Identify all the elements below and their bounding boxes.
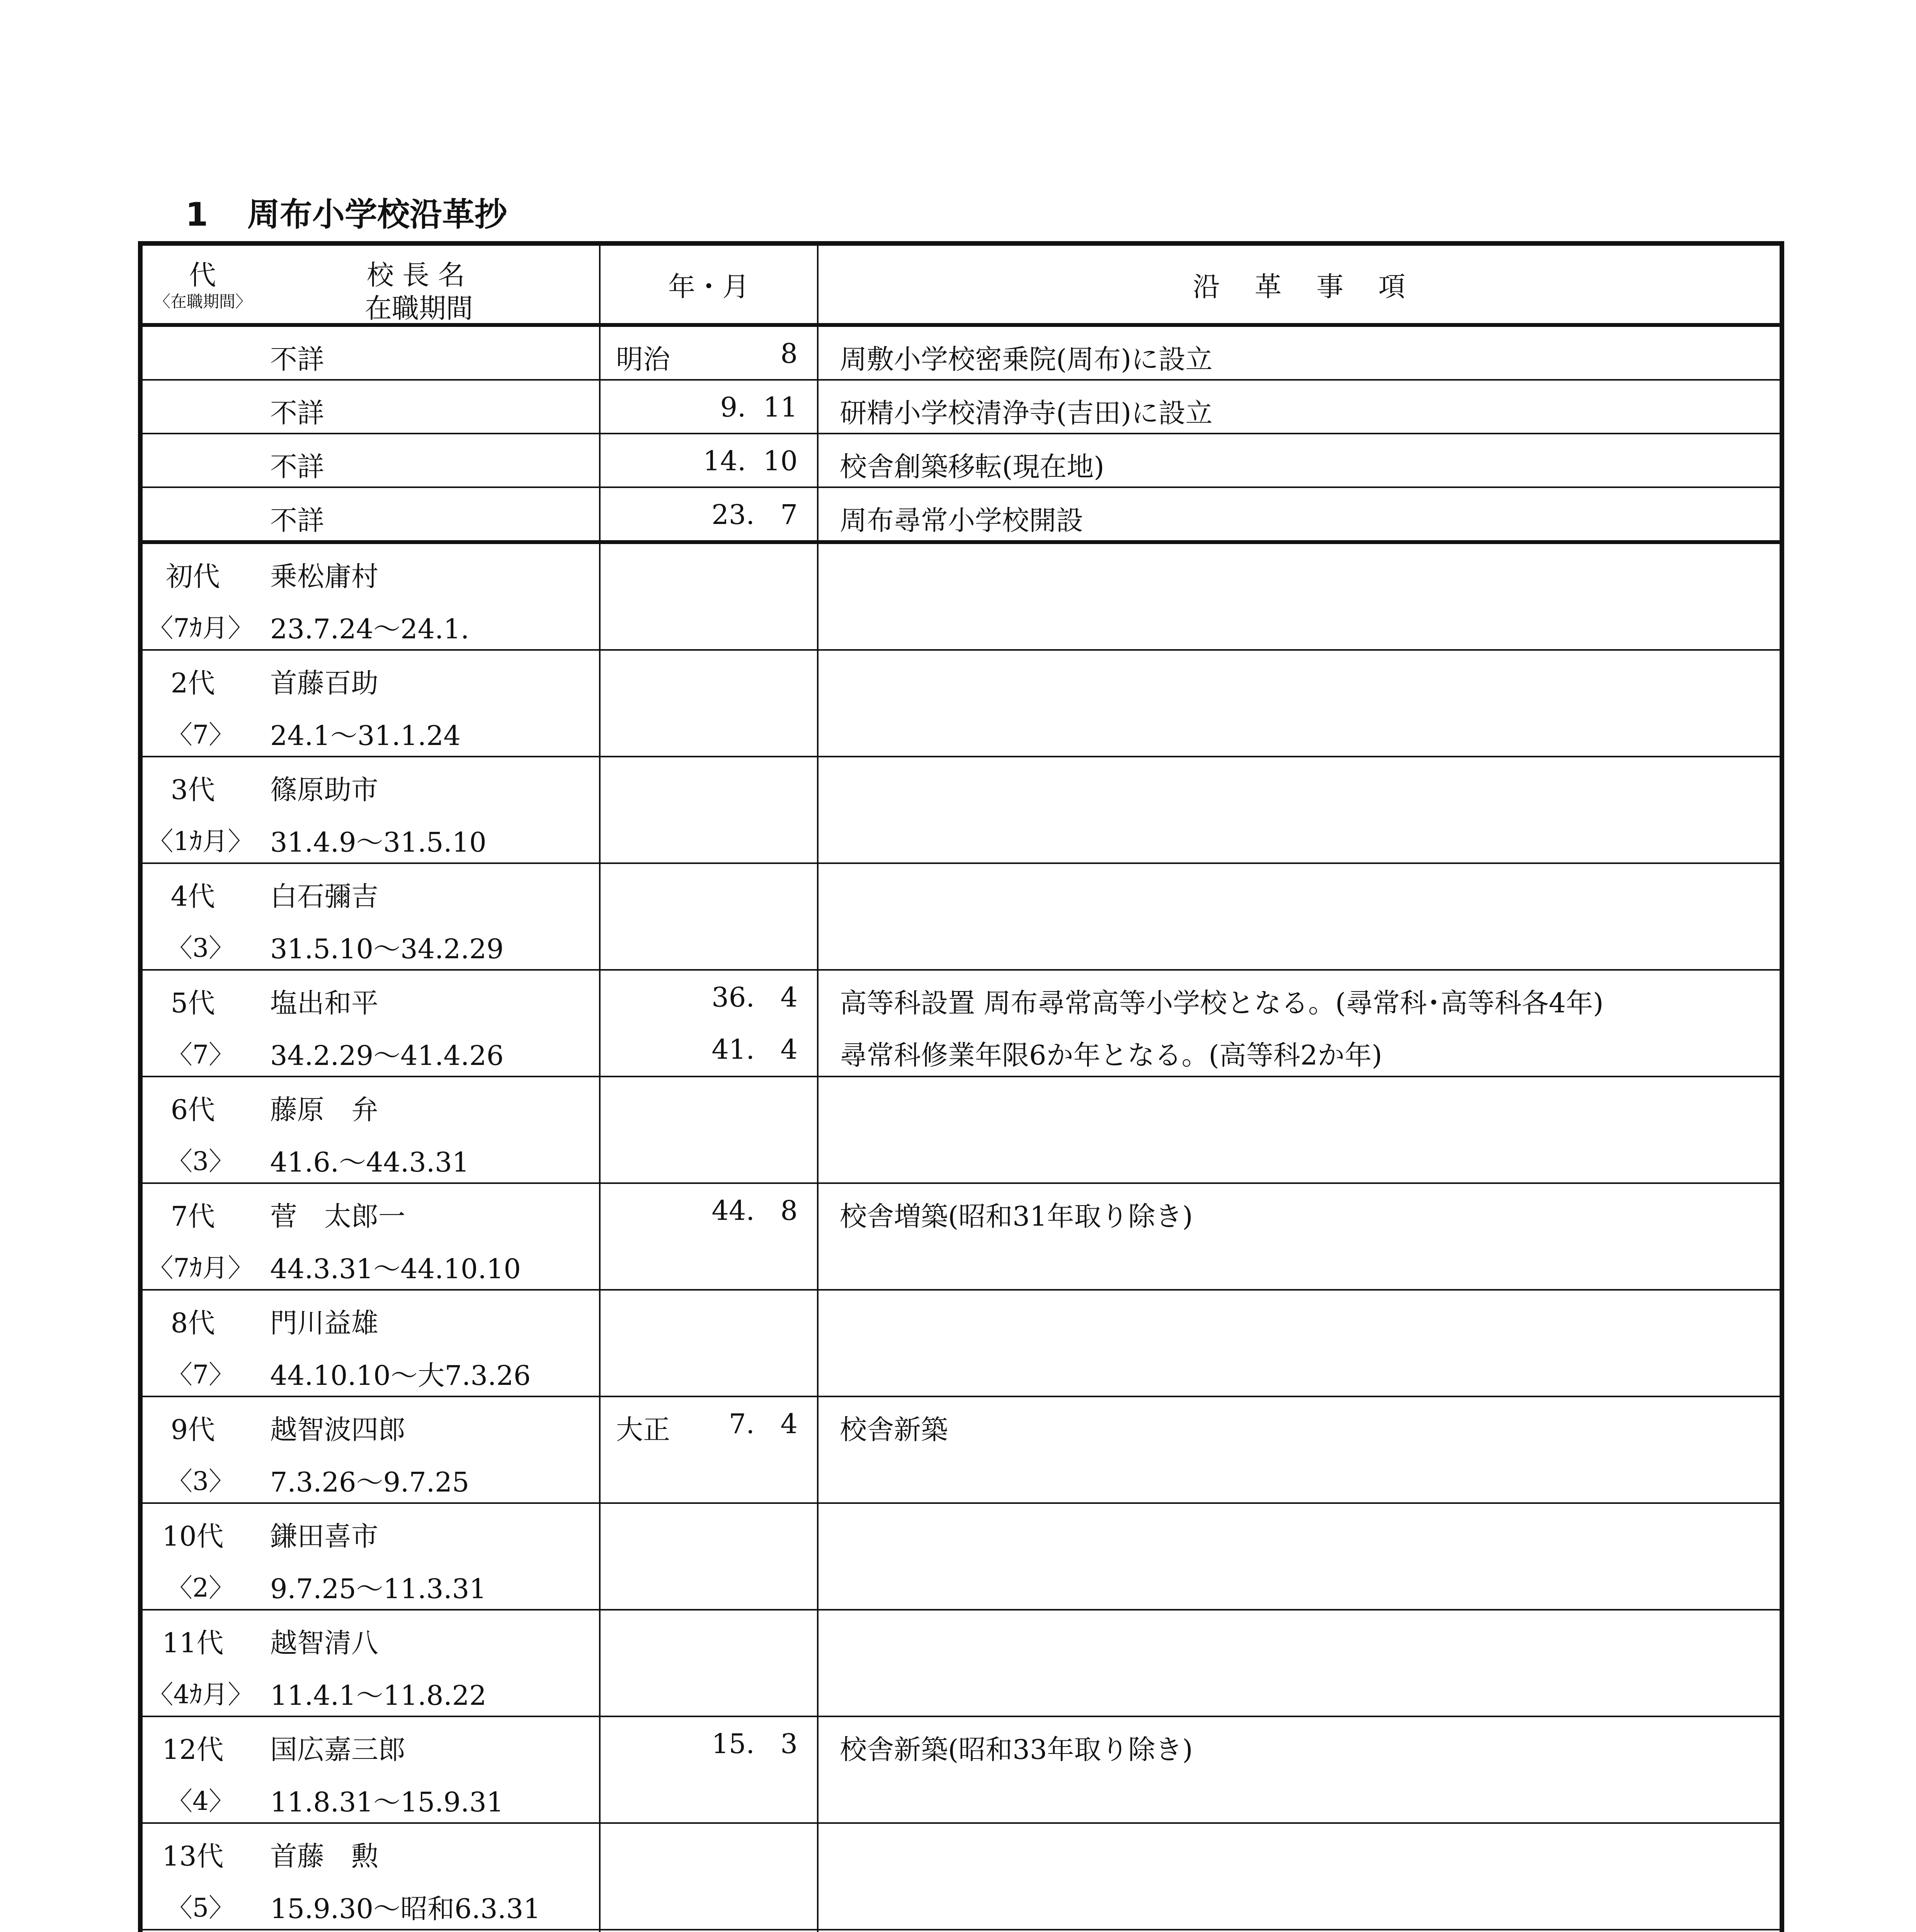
table-row [140,650,1782,757]
year-month-cell [600,1610,818,1716]
tenure-duration: 〈7〉 [167,1040,234,1070]
principal-rank: 13代 [162,1840,224,1872]
header-events: 沿革事項 [1193,270,1440,303]
event-text: 校舎増築(昭和31年取り除き) [840,1201,1193,1232]
table-row [140,1716,1782,1823]
section-title [185,189,507,235]
event-cell [818,325,1782,380]
year-month: 36. 4 [711,981,798,1013]
header-principal-cell [140,243,600,325]
principal-cell [140,1290,600,1396]
principal-name: 不詳 [270,505,324,536]
year-month: 44. 8 [711,1195,798,1226]
era: 明治 [616,344,670,375]
header-year-month: 年・月 [668,270,749,303]
event-cell [818,487,1782,542]
tenure-period: 31.4.9〜31.5.10 [270,827,487,858]
year-month-cell [600,542,818,650]
principal-name: 首藤 勲 [270,1840,378,1872]
event-text: 研精小学校清浄寺(吉田)に設立 [840,397,1213,429]
event-cell [818,1183,1782,1290]
table-row [140,757,1782,863]
table-row [140,1610,1782,1716]
principal-cell [140,970,600,1077]
principal-name: 国広嘉三郎 [270,1734,405,1765]
early-rows [140,325,1782,542]
tenure-period: 24.1〜31.1.24 [270,720,461,752]
principal-rank: 初代 [166,561,220,592]
principal-cell [140,863,600,970]
principal-cell [140,757,600,863]
principal-rank: 2代 [170,667,215,699]
table-row [140,1930,1782,1932]
tenure-duration: 〈3〉 [167,1466,234,1496]
event-text: 校舎新築 [840,1414,948,1446]
table-row [140,1077,1782,1183]
year-month-cell [600,1716,818,1823]
tenure-duration: 〈2〉 [167,1573,234,1603]
principal-name: 藤原 弁 [270,1094,378,1126]
tenure-period: 11.4.1〜11.8.22 [270,1680,487,1711]
tenure-period: 31.5.10〜34.2.29 [270,933,504,965]
event-text: 周布尋常小学校開設 [840,505,1083,536]
table-row [140,487,1782,542]
tenure-period: 15.9.30〜昭和6.3.31 [270,1893,541,1925]
principal-rank: 4代 [170,881,215,912]
header-principal-name: 校長名 [367,259,473,291]
tenure-period: 41.6.〜44.3.31 [270,1146,470,1178]
tenure-period: 11.8.31〜15.9.31 [270,1786,504,1818]
history-table [138,241,1784,1932]
table-row [140,542,1782,650]
principal-cell [140,380,600,434]
table-row [140,1823,1782,1930]
principal-cell [140,542,600,650]
principal-name: 乗松庸村 [270,561,378,592]
tenure-duration: 〈5〉 [167,1893,234,1923]
event-cell [818,650,1782,757]
table-row [140,380,1782,434]
year-month-cell [600,1290,818,1396]
event-text: 校舎創築移転(現在地) [840,451,1104,483]
year-month: 14. 10 [703,445,798,477]
principal-rank: 9代 [170,1414,215,1446]
table-row [140,325,1782,380]
table-row [140,434,1782,487]
principal-cell [140,1823,600,1930]
event-cell [818,542,1782,650]
event-cell [818,1716,1782,1823]
tenure-duration: 〈7〉 [167,1360,234,1389]
principal-cell [140,1396,600,1503]
event-cell [818,1503,1782,1610]
principal-rank: 8代 [170,1307,215,1339]
event-cell [818,1823,1782,1930]
year-month-cell [600,434,818,487]
principal-name: 越智清八 [270,1627,378,1659]
tenure-period: 23.7.24〜24.1. [270,613,470,645]
principal-name: 不詳 [270,344,324,375]
principal-cell [140,325,600,380]
tenure-period: 9.7.25〜11.3.31 [270,1573,487,1605]
principal-rows [140,542,1782,1932]
principal-name: 越智波四郎 [270,1414,405,1446]
tenure-duration: 〈3〉 [167,933,234,963]
principal-rank: 10代 [162,1520,224,1552]
event-cell [818,1930,1782,1932]
principal-rank: 5代 [170,987,215,1019]
section-title-text: 周布小学校沿革抄 [247,196,507,233]
tenure-duration: 〈7ｶ月〉 [148,613,254,643]
year-month-cell [600,650,818,757]
principal-name: 白石彌吉 [270,881,378,912]
principal-name: 菅 太郎一 [270,1201,405,1232]
year-month-cell [600,1183,818,1290]
principal-rank: 6代 [170,1094,215,1126]
year-month-cell [600,1503,818,1610]
principal-name: 塩出和平 [270,987,378,1019]
principal-cell [140,1930,600,1932]
principal-rank: 7代 [170,1201,215,1232]
table-row [140,863,1782,970]
tenure-duration: 〈1ｶ月〉 [148,827,254,856]
event-text: 校舎新築(昭和33年取り除き) [840,1734,1193,1765]
tenure-period: 7.3.26〜9.7.25 [270,1466,470,1498]
event-cell [818,1396,1782,1503]
year-month: 15. 3 [711,1728,798,1760]
header-tenure-note: 〈在職期間〉 [154,292,252,311]
event-cell [818,1077,1782,1183]
header-events-cell [818,243,1782,325]
principal-cell [140,1183,600,1290]
table-row [140,1503,1782,1610]
event-text: 周敷小学校密乗院(周布)に設立 [840,344,1213,375]
table-row [140,1183,1782,1290]
event-cell [818,863,1782,970]
year-month-cell [600,380,818,434]
principal-name: 門川益雄 [270,1307,378,1339]
table-row [140,1396,1782,1503]
year-month-cell [600,863,818,970]
year-month: 9. 11 [720,391,798,423]
principal-cell [140,650,600,757]
tenure-duration: 〈7ｶ月〉 [148,1253,254,1283]
event-cell [818,1290,1782,1396]
event-text: 尋常科修業年限6か年となる。(高等科2か年) [840,1039,1382,1071]
principal-rank: 11代 [162,1627,224,1659]
principal-cell [140,1610,600,1716]
year-month-cell [600,1396,818,1503]
principal-name: 篠原助市 [270,774,378,806]
event-cell [818,434,1782,487]
year-month-cell [600,1077,818,1183]
principal-cell [140,1077,600,1183]
principal-cell [140,1716,600,1823]
event-cell [818,1610,1782,1716]
tenure-duration: 〈4〉 [167,1786,234,1816]
year-month-cell [600,487,818,542]
year-month-cell [600,1823,818,1930]
year-month: 23. 7 [711,499,798,531]
era: 大正 [616,1414,670,1446]
event-text: 高等科設置 周布尋常高等小学校となる。(尋常科･高等科各4年) [840,987,1604,1019]
principal-cell [140,434,600,487]
year-month: 41. 4 [711,1034,798,1065]
principal-rank: 12代 [162,1734,224,1765]
tenure-period: 44.3.31〜44.10.10 [270,1253,521,1285]
year-month-cell [600,1930,818,1932]
tenure-duration: 〈4ｶ月〉 [148,1680,254,1709]
header-dai: 代 [189,259,216,291]
event-cell [818,757,1782,863]
event-cell [818,970,1782,1077]
principal-name: 鎌田喜市 [270,1520,378,1552]
table-row [140,970,1782,1077]
principal-rank: 3代 [170,774,215,806]
table-header-row [140,243,1782,325]
principal-cell [140,1503,600,1610]
section-number: 1 [185,196,208,233]
principal-name: 首藤百助 [270,667,378,699]
tenure-period: 34.2.29〜41.4.26 [270,1040,504,1071]
header-tenure: 在職期間 [365,293,473,324]
year-month: 8 [780,338,798,369]
year-month-cell [600,757,818,863]
tenure-period: 44.10.10〜大7.3.26 [270,1360,531,1391]
year-month-cell [600,325,818,380]
header-year-month-cell [600,243,818,325]
table-row [140,1290,1782,1396]
tenure-duration: 〈3〉 [167,1146,234,1176]
tenure-duration: 〈7〉 [167,720,234,750]
principal-name: 不詳 [270,451,324,483]
event-cell [818,380,1782,434]
principal-name: 不詳 [270,397,324,429]
year-month-cell [600,970,818,1077]
year-month: 7. 4 [728,1408,798,1440]
principal-cell [140,487,600,542]
